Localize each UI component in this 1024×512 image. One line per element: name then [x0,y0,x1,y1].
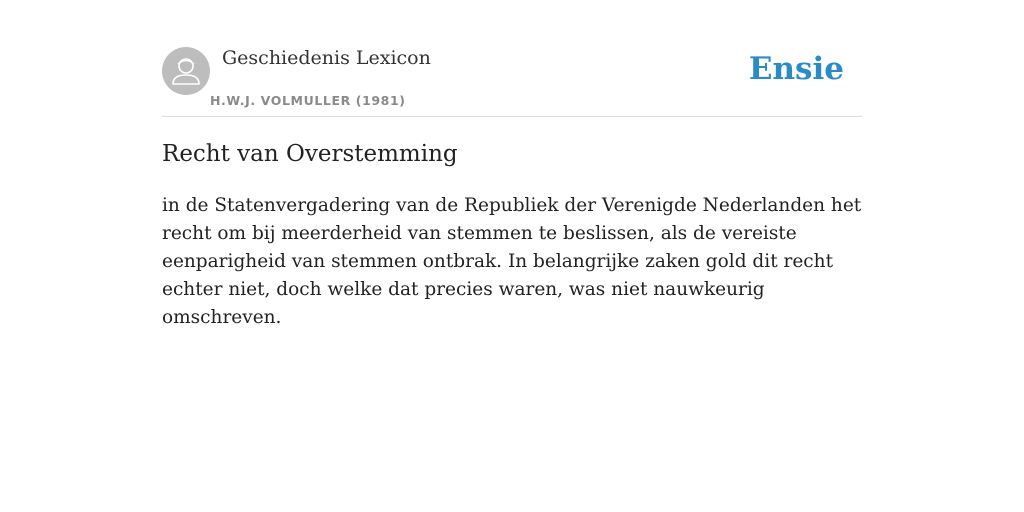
user-icon [162,47,210,95]
author-credit: H.W.J. VOLMULLER (1981) [210,93,406,108]
entry-body: in de Statenvergadering van de Republiek der Verenigde Nederlanden het recht om bij meerderheid van stemmen te beslissen, als de vereiste eenparigheid van stemmen ontbrak. In belangrijke zaken gold dit recht echter niet, doch welke dat precies waren, was niet nauwkeurig omschreven. [162,195,862,328]
brand-logo[interactable]: Ensie [748,51,844,87]
book-title[interactable]: Geschiedenis Lexicon [222,47,431,69]
entry-card [162,0,862,328]
entry-title: Recht van Overstemming [162,141,458,167]
avatar[interactable] [162,47,210,95]
entry-header [162,0,862,117]
